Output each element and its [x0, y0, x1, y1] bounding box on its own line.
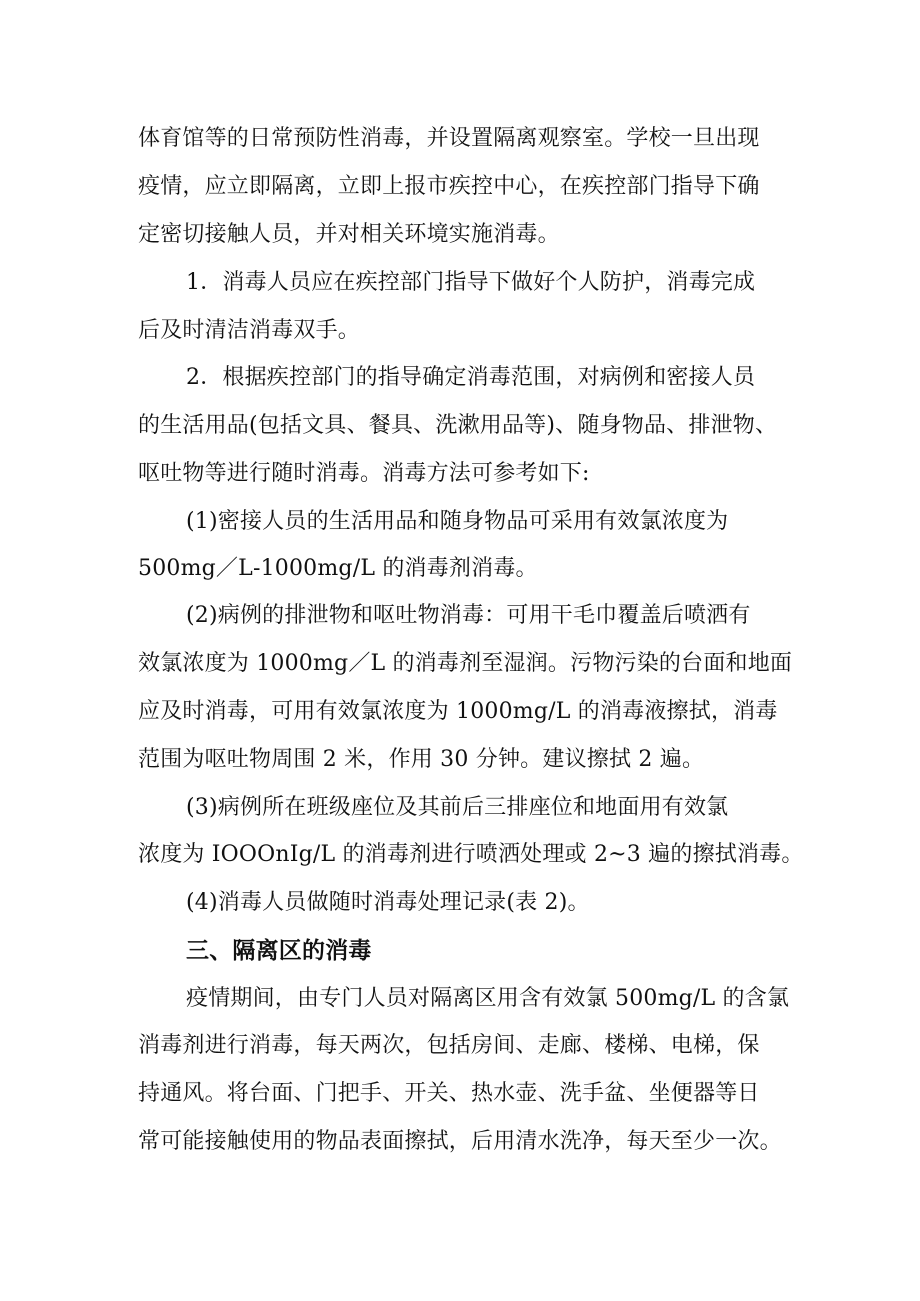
sub-item-1: (1)密接人员的生活用品和随身物品可采用有效氯浓度为: [186, 509, 729, 534]
list-item-2: 2．根据疾控部门的指导确定消毒范围，对病例和密接人员: [186, 365, 756, 390]
text-line: 消毒剂进行消毒，每天两次，包括房间、走廊、楼梯、电梯，保: [138, 1033, 760, 1058]
text-line: 浓度为 IOOOnIg/L 的消毒剂进行喷洒处理或 2~3 遍的擦拭消毒。: [138, 842, 804, 867]
paragraph-start: 疫情期间，由专门人员对隔离区用含有效氯 500mg/L 的含氯: [186, 986, 790, 1011]
text-line: 范围为呕吐物周围 2 米，作用 30 分钟。建议擦拭 2 遍。: [138, 747, 705, 772]
text-line: 应及时消毒，可用有效氯浓度为 1000mg/L 的消毒液擦拭，消毒: [138, 699, 778, 724]
sub-item-2: (2)病例的排泄物和呕吐物消毒：可用干毛巾覆盖后喷洒有: [186, 603, 751, 628]
text-line: 定密切接触人员，并对相关环境实施消毒。: [138, 222, 560, 247]
text-line: 体育馆等的日常预防性消毒，并设置隔离观察室。学校一旦出现: [138, 126, 760, 151]
text-line: 呕吐物等进行随时消毒。消毒方法可参考如下:: [138, 461, 590, 486]
text-line: 的生活用品(包括文具、餐具、洗漱用品等)、随身物品、排泄物、: [138, 413, 778, 438]
text-line: 效氯浓度为 1000mg／L 的消毒剂至湿润。污物污染的台面和地面: [138, 651, 793, 676]
text-line: 疫情，应立即隔离，立即上报市疾控中心，在疾控部门指导下确: [138, 174, 760, 199]
sub-item-4: (4)消毒人员做随时消毒处理记录(表 2)。: [186, 890, 590, 915]
sub-item-3: (3)病例所在班级座位及其前后三排座位和地面用有效氯: [186, 795, 729, 820]
section-heading: 三、隔离区的消毒: [186, 938, 372, 964]
text-line: 后及时清洁消毒双手。: [138, 318, 361, 343]
text-line: 持通风。将台面、门把手、开关、热水壶、洗手盆、坐便器等日: [138, 1081, 760, 1106]
text-line: 常可能接触使用的物品表面擦拭，后用清水洗净，每天至少一次。: [138, 1129, 782, 1154]
text-line: 500mg／L-1000mg/L 的消毒剂消毒。: [138, 556, 538, 581]
list-item-1: 1．消毒人员应在疾控部门指导下做好个人防护，消毒完成: [186, 270, 756, 295]
